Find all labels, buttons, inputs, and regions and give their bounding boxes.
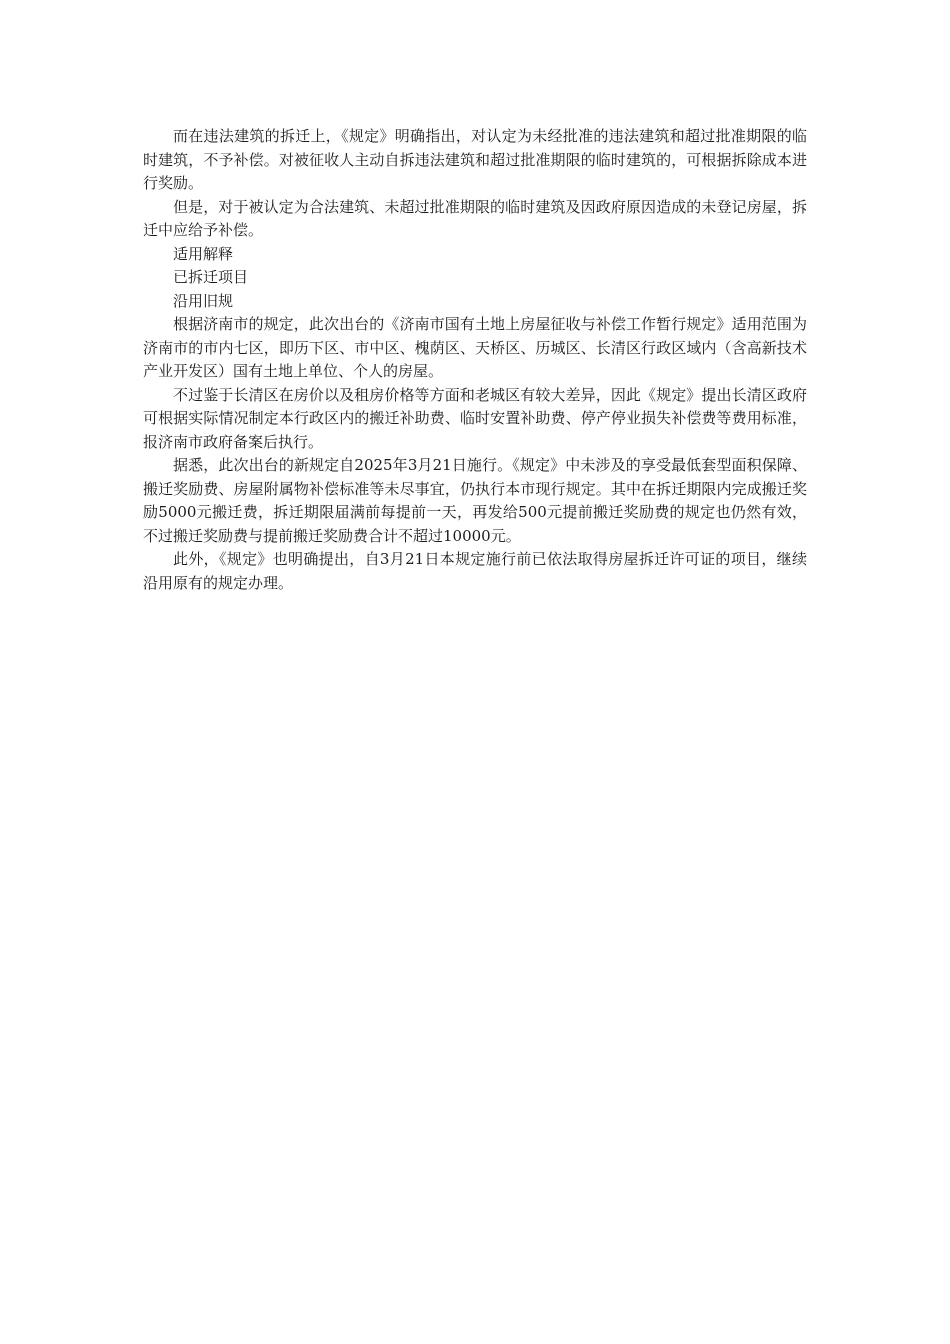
paragraph-scope: 根据济南市的规定，此次出台的《济南市国有土地上房屋征收与补偿工作暂行规定》适用范围为济南市的市内七区，即历下区、市中区、槐荫区、天桥区、历城区、长清区行政区域内（含高新技术产业开发区）国有土地上单位、个人的房屋。 (143, 315, 807, 380)
paragraph-effective-date: 据悉，此次出台的新规定自2025年3月21日施行。《规定》中未涉及的享受最低套型面积保障、搬迁奖励费、房屋附属物补偿标准等未尽事宜，仍执行本市现行规定。其中在拆迁期限内完成搬迁奖励5000元搬迁费，拆迁期限届满前每提前一天，再发给500元提前搬迁奖励费的规定也仍然有效，不过搬迁奖励费与提前搬迁奖励费合计不超过10000元。 (143, 456, 807, 545)
paragraph-changqing-district: 不过鉴于长清区在房价以及租房价格等方面和老城区有较大差异，因此《规定》提出长清区政府可根据实际情况制定本行政区内的搬迁补助费、临时安置补助费、停产停业损失补偿费等费用标准，报济南市政府备案后执行。 (143, 385, 807, 451)
paragraph-illegal-buildings: 而在违法建筑的拆迁上，《规定》明确指出，对认定为未经批准的违法建筑和超过批准期限的临时建筑，不予补偿。对被征收人主动自拆违法建筑和超过批准期限的临时建筑的，可根据拆除成本进行奖励。 (143, 127, 807, 192)
heading-demolished-projects: 已拆迁项目 (173, 268, 249, 286)
document-body (143, 125, 807, 595)
heading-interpretation: 适用解释 (173, 244, 234, 263)
paragraph-legal-buildings-compensation: 但是，对于被认定为合法建筑、未超过批准期限的临时建筑及因政府原因造成的未登记房屋，拆迁中应给予补偿。 (143, 197, 807, 239)
paragraph-existing-permits: 此外，《规定》也明确提出，自3月21日本规定施行前已依法取得房屋拆迁许可证的项目，继续沿用原有的规定办理。 (143, 550, 807, 592)
heading-old-rules: 沿用旧规 (173, 291, 234, 310)
